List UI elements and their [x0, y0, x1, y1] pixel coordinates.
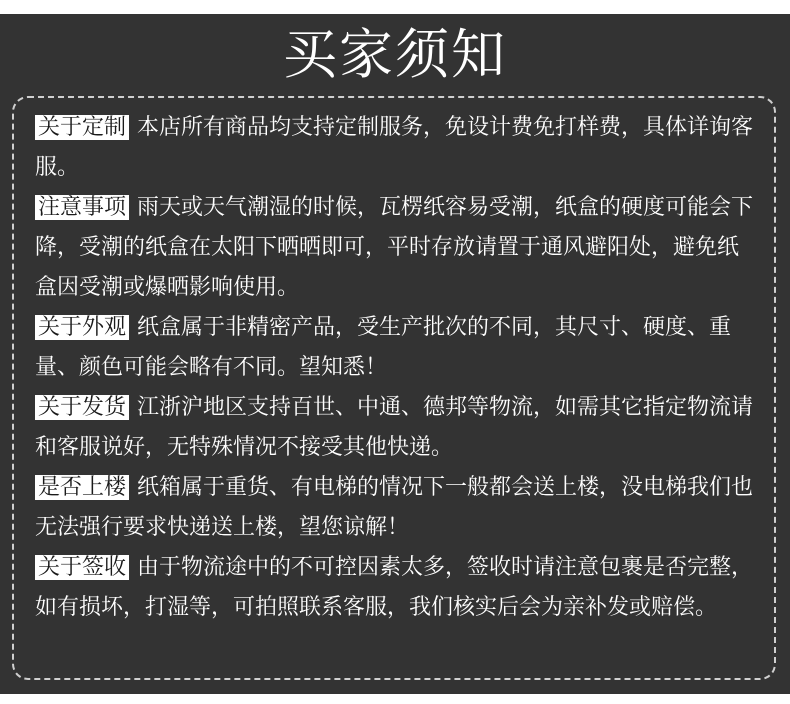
notice-label: 关于定制	[35, 115, 129, 140]
notice-text: 纸箱属于重货、有电梯的情况下一般都会送上楼，没电梯我们也无法强行要求快递送上楼，望您谅解！	[35, 475, 754, 540]
notice-label: 关于发货	[35, 395, 129, 420]
notice-item-upstairs-delivery	[35, 468, 759, 548]
notice-panel	[0, 14, 790, 694]
notice-item-appearance	[35, 308, 759, 388]
notice-text: 纸盒属于非精密产品，受生产批次的不同，其尺寸、硬度、重量、颜色可能会略有不同。望知悉！	[35, 315, 732, 380]
notice-text: 由于物流途中的不可控因素太多，签收时请注意包裹是否完整，如有损坏，打湿等，可拍照联系客服，我们核实后会为亲补发或赔偿。	[35, 555, 754, 620]
notice-label: 关于签收	[35, 555, 129, 580]
notice-list	[35, 108, 759, 628]
notice-text: 本店所有商品均支持定制服务，免设计费免打样费，具体详询客服。	[35, 115, 754, 180]
notice-text: 江浙沪地区支持百世、中通、德邦等物流，如需其它指定物流请和客服说好，无特殊情况不接受其他快递。	[35, 395, 754, 460]
page-title: 买家须知	[283, 23, 507, 86]
notice-item-precautions	[35, 188, 759, 308]
notice-label: 关于外观	[35, 315, 129, 340]
notice-label: 是否上楼	[35, 475, 129, 500]
notice-label: 注意事项	[35, 195, 129, 220]
notice-text: 雨天或天气潮湿的时候，瓦楞纸容易受潮，纸盒的硬度可能会下降，受潮的纸盒在太阳下晒晒即可，平时存放请置于通风避阳处，避免纸盒因受潮或爆晒影响使用。	[35, 195, 754, 300]
notice-item-signing	[35, 548, 759, 628]
notice-item-shipping	[35, 388, 759, 468]
notice-item-customization	[35, 108, 759, 188]
